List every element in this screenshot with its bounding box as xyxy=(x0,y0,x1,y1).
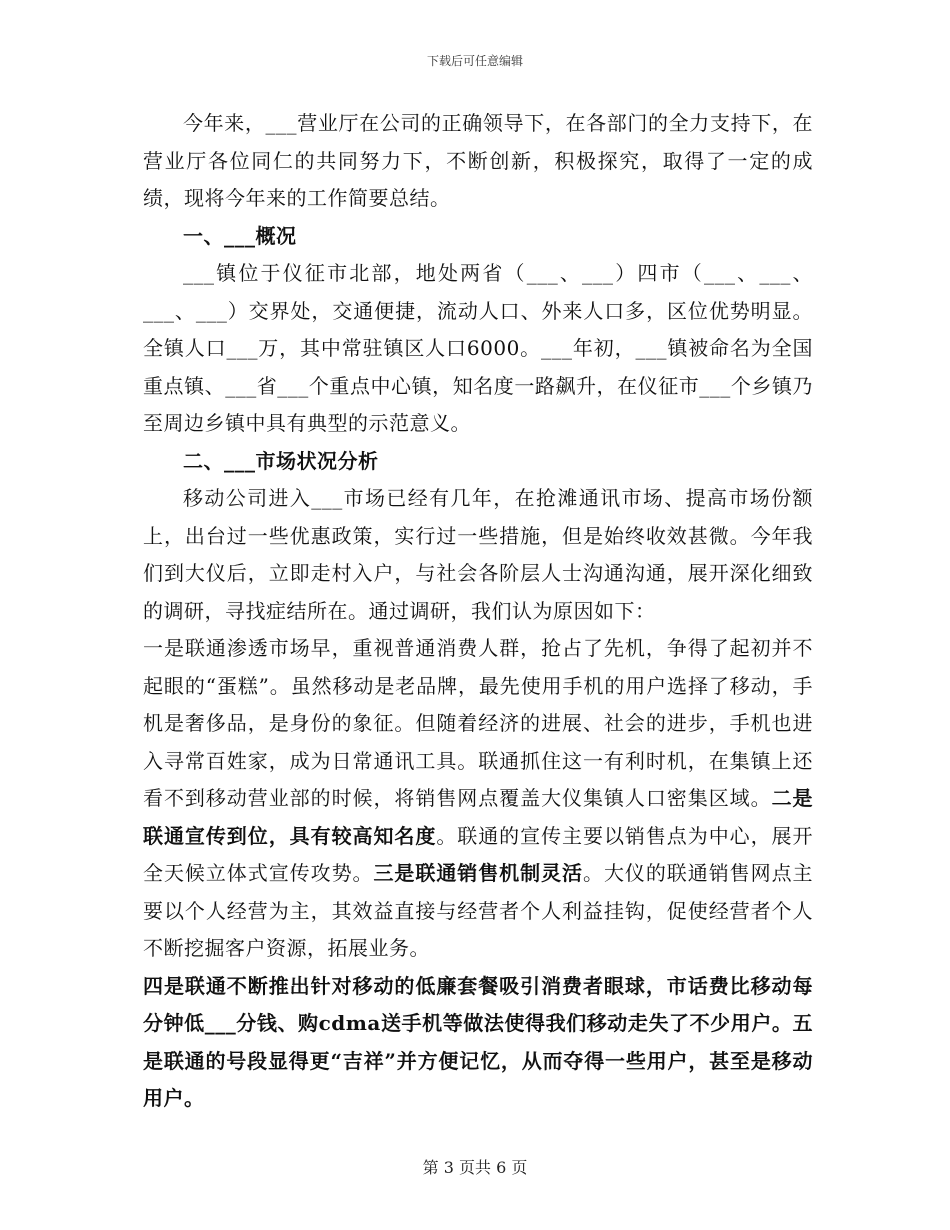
section-2-paragraph-2 xyxy=(143,630,813,968)
reason-3-bold: 三是联通销售机制灵活 xyxy=(373,861,583,885)
section-1-heading: 一、___概况 xyxy=(183,223,297,248)
document-body xyxy=(143,105,813,1118)
page-header: 下载后可任意编辑 xyxy=(426,54,523,68)
reason-2-text: 。联通的宣传主要以销售点为中心，展开全天候立体式宣传攻势。 xyxy=(143,823,814,885)
section-2-paragraph-1: 移动公司进入___市场已经有几年，在抢滩通讯市场、提高市场份额上，出台过一些优惠政策，实行过一些措施，但是始终收效甚微。今年我们到大仪后，立即走村入户，与社会各阶层人士沟通沟通，展开深化细致的调研，寻找症结所在。通过调研，我们认为原因如下： xyxy=(143,486,813,623)
reason-2-bold: 二是联通宣传到位，具有较高知名度 xyxy=(143,786,814,848)
section-2-paragraph-3: 四是联通不断推出针对移动的低廉套餐吸引消费者眼球，市话费比移动每分钟低___分钱、购cdma送手机等做法使得我们移动走失了不少用户。五是联通的号段显得更“吉祥”并方便记忆，从而夺得一些用户，甚至是移动用户。 xyxy=(143,973,813,1110)
reason-3-text: 。大仪的联通销售网点主要以个人经营为主，其效益直接与经营者个人利益挂钩，促使经营者个人不断挖掘客户资源，拓展业务。 xyxy=(143,861,814,960)
intro-paragraph: 今年来，___营业厅在公司的正确领导下，在各部门的全力支持下，在营业厅各位同仁的共同努力下，不断创新，积极探究，取得了一定的成绩，现将今年来的工作简要总结。 xyxy=(143,111,813,210)
page-footer: 第 3 页共 6 页 xyxy=(422,1158,528,1177)
section-1-paragraph: ___镇位于仪征市北部，地处两省（___、___）四市（___、___、___、___）交界处，交通便捷，流动人口、外来人口多，区位优势明显。全镇人口___万，其中常驻镇区人口6000。___年初，___镇被命名为全国重点镇、___省___个重点中心镇，知名度一路飙升，在仪征市___个乡镇乃至周边乡镇中具有典型的示范意义。 xyxy=(143,261,813,435)
reason-1-text: 一是联通渗透市场早，重视普通消费人群，抢占了先机，争得了起初并不起眼的“蛋糕”。虽然移动是老品牌，最先使用手机的用户选择了移动，手机是奢侈品，是身份的象征。但随着经济的进展、社会的进步，手机也进入寻常百姓家，成为日常通讯工具。联通抓住这一有利时机，在集镇上还看不到移动营业部的时候，将销售网点覆盖大仪集镇人口密集区域。 xyxy=(143,636,813,810)
section-2-heading: 二、___市场状况分析 xyxy=(183,448,379,473)
